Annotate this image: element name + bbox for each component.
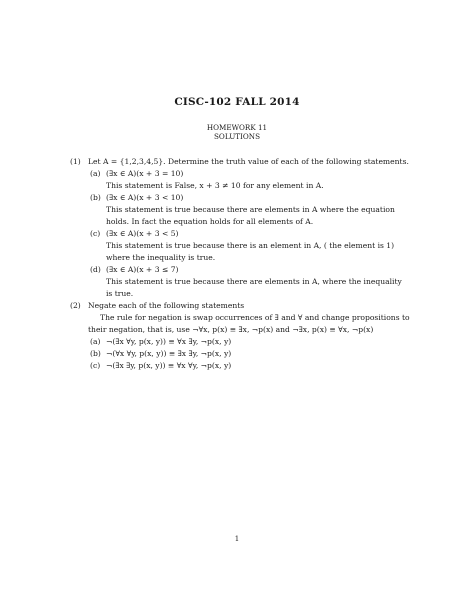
problem-1-prompt: Let A = {1,2,3,4,5}. Determine the truth value of each of the following statements. <box>88 157 409 166</box>
problem-2a-label: (a) <box>90 337 101 346</box>
problem-2a-statement: ¬(∃x ∀y, p(x, y)) ≡ ∀x ∃y, ¬p(x, y) <box>106 337 232 346</box>
problem-1b-statement: (∃x ∈ A)(x + 3 < 10) <box>106 193 184 202</box>
problem-1b-answer-line-2: holds. In fact the equation holds for all elements of A. <box>106 217 314 226</box>
problem-1a-statement: (∃x ∈ A)(x + 3 = 10) <box>106 169 184 178</box>
problem-1d-answer-line-1: This statement is true because there are elements in A, where the inequality <box>106 277 402 286</box>
problem-1b-label: (b) <box>90 193 101 202</box>
problem-2b-label: (b) <box>90 349 101 358</box>
problem-2-number: (2) <box>70 301 81 310</box>
problem-2-rule-line-2: their negation, that is, use ¬∀x, p(x) ≡ ∃x, ¬p(x) and ¬∃x, p(x) ≡ ∀x, ¬p(x) <box>88 325 374 334</box>
problem-2c-label: (c) <box>90 361 101 370</box>
page-number: 1 <box>234 535 240 543</box>
problem-2c-statement: ¬(∃x ∃y, p(x, y)) ≡ ∀x ∀y, ¬p(x, y) <box>106 361 232 370</box>
course-title: CISC-102 FALL 2014 <box>174 96 300 108</box>
solutions-heading: SOLUTIONS <box>214 132 260 141</box>
problem-1d-label: (d) <box>90 265 101 274</box>
problem-2-prompt: Negate each of the following statements <box>88 301 245 310</box>
problem-1c-answer-line-2: where the inequality is true. <box>106 253 216 262</box>
problem-1b-answer-line-1: This statement is true because there are elements in A where the equation <box>106 205 395 214</box>
problem-2b-statement: ¬(∀x ∀y, p(x, y)) ≡ ∃x ∃y, ¬p(x, y) <box>106 349 232 358</box>
problem-1c-statement: (∃x ∈ A)(x + 3 < 5) <box>106 229 179 238</box>
problem-1c-label: (c) <box>90 229 101 238</box>
problem-1d-answer-line-2: is true. <box>106 289 134 298</box>
problem-1c-answer-line-1: This statement is true because there is an element in A, ( the element is 1) <box>106 241 395 250</box>
problem-1d-statement: (∃x ∈ A)(x + 3 ≤ 7) <box>106 265 179 274</box>
problem-2-rule-line-1: The rule for negation is swap occurrences of ∃ and ∀ and change propositions to <box>100 313 410 322</box>
homework-heading: HOMEWORK 11 <box>206 123 268 132</box>
problem-1-number: (1) <box>70 157 81 166</box>
problem-1a-label: (a) <box>90 169 101 178</box>
problem-1a-answer: This statement is False, x + 3 ≠ 10 for any element in A. <box>106 181 324 190</box>
